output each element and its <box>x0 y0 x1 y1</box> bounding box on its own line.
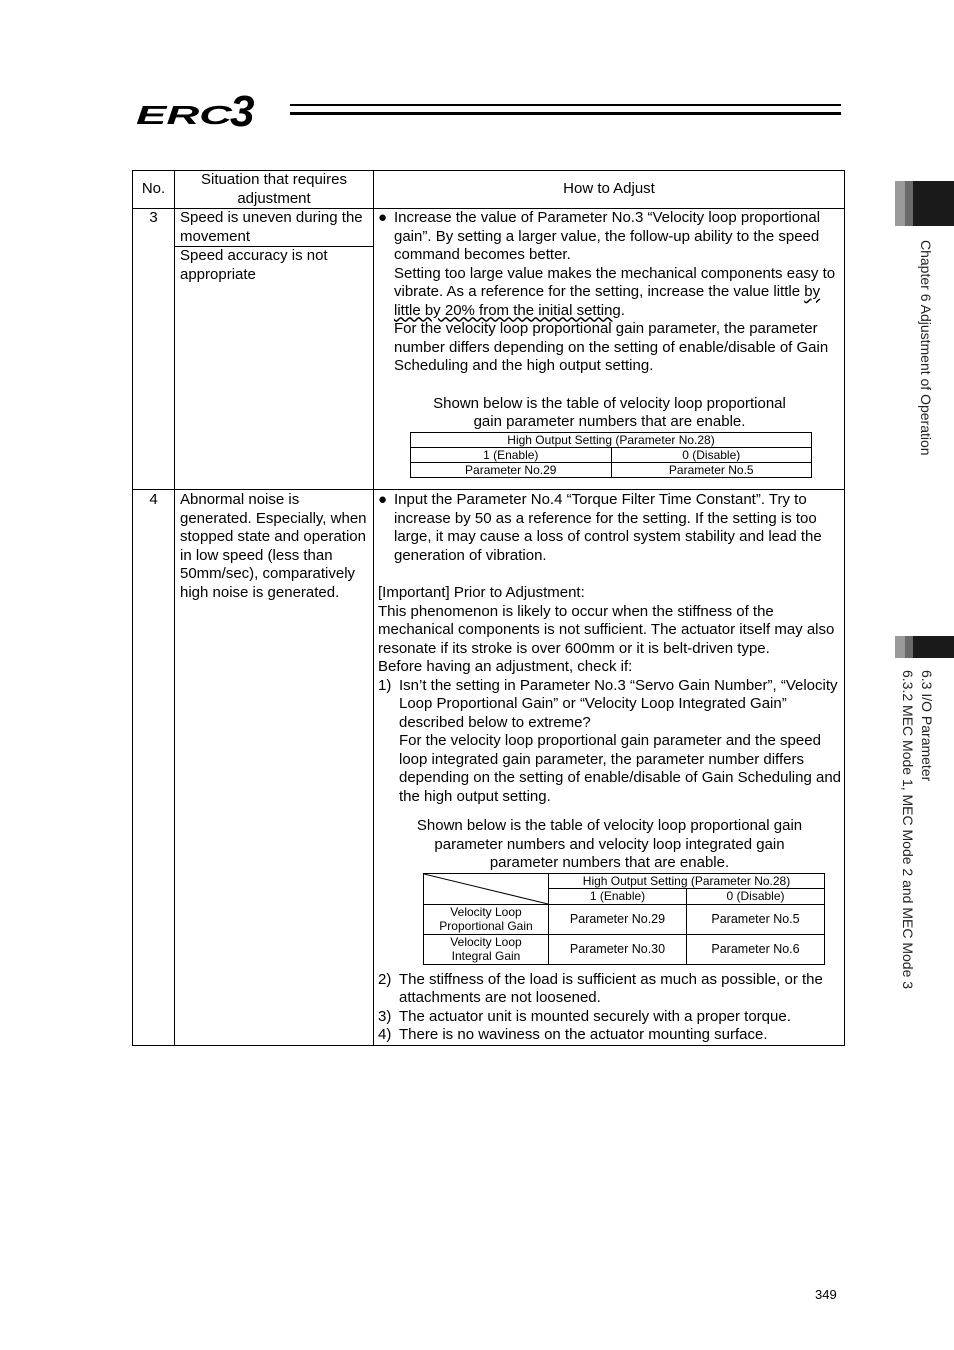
bullet-icon: ● <box>378 491 388 508</box>
paragraph: Setting too large value makes the mechanical components easy to vibrate. As a reference for the setting, increase the value little by little by 20% from the initial setting. <box>394 264 836 319</box>
erc3-logo <box>136 92 282 128</box>
header-no: No. <box>133 171 175 209</box>
sub-cell: Parameter No.29 <box>411 462 612 477</box>
sub-cell: Parameter No.29 <box>549 904 687 934</box>
list-number: 2) <box>378 970 392 988</box>
section-label-line1: 6.3 I/O Parameter <box>919 670 935 782</box>
situation-cell <box>175 209 374 490</box>
page-number: 349 <box>815 1287 837 1302</box>
paragraph: Input the Parameter No.4 “Torque Filter Time Constant”. Try to increase by 50 as a reference for the setting. If the setting is too large, it may cause a loss of control system stability and lead the generation of vibration. <box>394 491 822 564</box>
situation-text: Speed is uneven during the movement <box>175 209 373 247</box>
adjustment-table <box>132 170 845 1046</box>
sub-row-label: Velocity Loop Proportional Gain <box>424 904 549 934</box>
diagonal-header-cell <box>424 873 549 904</box>
header-how: How to Adjust <box>374 171 845 209</box>
diagonal-line <box>424 874 548 904</box>
header-situation: Situation that requires adjustment <box>175 171 374 209</box>
list-number: 1) <box>378 676 392 694</box>
sub-col-enable: 1 (Enable) <box>411 447 612 462</box>
row-number: 4 <box>133 490 175 1046</box>
paragraph: Increase the value of Parameter No.3 “Velocity loop proportional gain”. By setting a larger value, the follow-up ability to the speed command becomes better. <box>394 209 821 263</box>
situation-text: Speed accuracy is not appropriate <box>180 247 328 283</box>
how-cell <box>374 209 845 490</box>
list-item: Isn’t the setting in Parameter No.3 “Servo Gain Number”, “Velocity Loop Proportional Gain” or “Velocity Loop Integrated Gain” described below to extreme? <box>399 676 838 731</box>
chapter-label: Chapter 6 Adjustment of Operation <box>918 240 934 456</box>
how-cell <box>374 490 845 1046</box>
paragraph: This phenomenon is likely to occur when the stiffness of the mechanical components is not sufficient. The actuator itself may also resonate if its stroke is over 600mm or it is belt-driven type. <box>378 602 835 657</box>
table-row <box>133 490 845 1046</box>
section-label-line2: 6.3.2 MEC Mode 1, MEC Mode 2 and MEC Mode 3 <box>900 670 916 990</box>
bullet-icon: ● <box>378 209 388 226</box>
section-tab <box>895 636 954 658</box>
sub-cell: Parameter No.30 <box>549 934 687 964</box>
sub-cell: Parameter No.5 <box>687 904 825 934</box>
paragraph: For the velocity loop proportional gain parameter, the parameter number differs depending on the setting of enable/disable of Gain Scheduling and the high output setting. <box>394 320 829 374</box>
table-caption: Shown below is the table of velocity loop proportional gain parameter numbers and velocity loop integrated gain parameter numbers that are enable. <box>416 817 803 871</box>
sub-col-disable: 0 (Disable) <box>611 447 812 462</box>
table-row <box>133 209 845 490</box>
svg-text:ERC: ERC <box>136 100 235 128</box>
sub-header: High Output Setting (Parameter No.28) <box>549 873 825 889</box>
chapter-tab <box>895 181 954 226</box>
svg-text:3: 3 <box>230 92 255 128</box>
gain-parameter-table <box>423 873 825 965</box>
list-item: For the velocity loop proportional gain parameter and the speed loop integrated gain parameter, the parameter number differs depending on the setting of enable/disable of Gain Scheduling and the high output setting. <box>399 732 842 805</box>
list-item: The actuator unit is mounted securely with a proper torque. <box>399 1007 791 1025</box>
header-rule <box>290 104 841 116</box>
list-number: 3) <box>378 1007 392 1025</box>
row-number: 3 <box>133 209 175 490</box>
sub-col-disable: 0 (Disable) <box>687 889 825 905</box>
important-heading: [Important] Prior to Adjustment: <box>378 584 585 601</box>
sub-col-enable: 1 (Enable) <box>549 889 687 905</box>
gain-parameter-table <box>410 432 812 478</box>
paragraph: Before having an adjustment, check if: <box>378 658 633 675</box>
sub-header: High Output Setting (Parameter No.28) <box>411 432 812 447</box>
list-item: The stiffness of the load is sufficient as much as possible, or the attachments are not loosened. <box>399 970 823 1006</box>
wavy-underline: by little by 20% from the initial setting <box>394 283 821 319</box>
table-caption: Shown below is the table of velocity loop proportional gain parameter numbers that are enable. <box>433 394 786 430</box>
situation-cell <box>175 490 374 1046</box>
situation-text: Abnormal noise is generated. Especially, when stopped state and operation in low speed (less than 50mm/sec), comparatively high noise is generated. <box>180 491 367 601</box>
list-item: There is no waviness on the actuator mounting surface. <box>399 1026 768 1043</box>
sub-cell: Parameter No.5 <box>611 462 812 477</box>
list-number: 4) <box>378 1026 392 1043</box>
sub-row-label: Velocity Loop Integral Gain <box>424 934 549 964</box>
sub-cell: Parameter No.6 <box>687 934 825 964</box>
